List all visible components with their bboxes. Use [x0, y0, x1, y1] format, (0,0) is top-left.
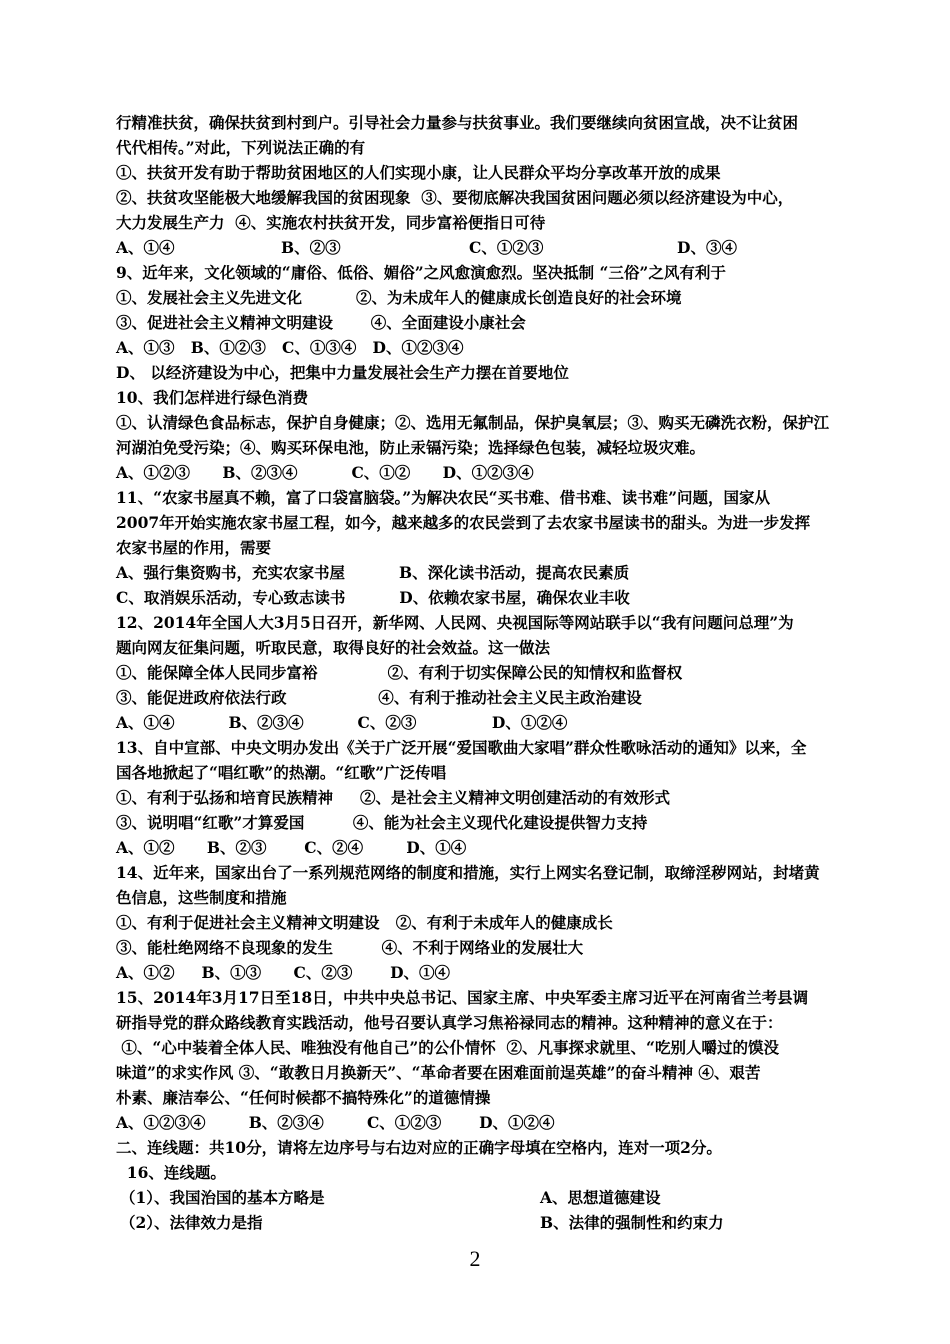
question-stem: 10、我们怎样进行绿色消费: [116, 388, 309, 407]
question-stem: 国各地掀起了“唱红歌”的热潮。“红歌”广泛传唱: [116, 763, 447, 782]
options-line: A、①③ B、①②③ C、①③④ D、①②③④: [116, 338, 464, 357]
statement-line: 河湖泊免受污染；④、购买环保电池，防止汞镉污染；选择绿色包装，减轻垃圾灾难。: [116, 438, 706, 457]
option-c: C、①②③: [469, 238, 544, 257]
question-stem: 12、2014年全国人大3月5日召开，新华网、人民网、央视国际等网站联手以“我有问题问总理”为: [116, 613, 794, 632]
question-stem: 11、“农家书屋真不赖，富了口袋富脑袋。”为解决农民“买书难、借书难、读书难”问题，国家从: [116, 488, 770, 507]
question-stem: 14、近年来，国家出台了一系列规范网络的制度和措施，实行上网实名登记制，取缔淫秽网站，封堵黄: [116, 863, 820, 882]
question-stem: 2007年开始实施农家书屋工程，如今，越来越多的农民尝到了去农家书屋读书的甜头。为进一步发挥: [116, 513, 811, 532]
text-line: ①、扶贫开发有助于帮助贫困地区的人们实现小康，让人民群众平均分享改革开放的成果: [116, 163, 721, 182]
question-stem: 9、近年来，文化领域的“庸俗、低俗、媚俗”之风愈演愈烈。坚决抵制 “三俗”之风有利于: [116, 263, 726, 282]
statement-line: ①、有利于促进社会主义精神文明建设 ②、有利于未成年人的健康成长: [116, 913, 613, 932]
statement-line: ①、能保障全体人民同步富裕 ②、有利于切实保障公民的知情权和监督权: [116, 663, 683, 682]
match-row: [116, 1210, 840, 1235]
option-a: A、①④: [116, 238, 175, 257]
text-line: ②、扶贫攻坚能极大地缓解我国的贫困现象 ③、要彻底解决我国贫困问题必须以经济建设为中心，: [116, 188, 794, 207]
document-body: [116, 110, 840, 1235]
options-line: A、①②③④ B、②③④ C、①②③ D、①②④: [116, 1113, 555, 1132]
question-stem: 研指导党的群众路线教育实践活动，他号召要认真学习焦裕禄同志的精神。这种精神的意义在于：: [116, 1013, 783, 1032]
statement-line: ①、认清绿色食品标志，保护自身健康；②、选用无氟制品，保护臭氧层；③、购买无磷洗衣粉，保护江: [116, 413, 830, 432]
options-line: A、①②③ B、②③④ C、①② D、①②③④: [116, 463, 534, 482]
q8-options: [116, 235, 840, 260]
statement-line: ③、能杜绝网络不良现象的发生 ④、不利于网络业的发展壮大: [116, 938, 584, 957]
statement-line: 朴素、廉洁奉公、“任何时候都不搞特殊化”的道德情操: [116, 1088, 491, 1107]
text-line: 代代相传。”对此，下列说法正确的有: [116, 138, 366, 157]
match-left: （2）、法律效力是指: [120, 1213, 263, 1232]
question-stem: 农家书屋的作用，需要: [116, 538, 272, 557]
question-stem: 题向网友征集问题，听取民意，取得良好的社会效益。这一做法: [116, 638, 551, 657]
match-row: [116, 1185, 840, 1210]
options-line: C、取消娱乐活动，专心致志读书 D、依赖农家书屋，确保农业丰收: [116, 588, 630, 607]
options-line: A、①④ B、②③④ C、②③ D、①②④: [116, 713, 568, 732]
question-stem: 13、自中宣部、中央文明办发出《关于广泛开展“爱国歌曲大家唱”群众性歌咏活动的通知》以来，全: [116, 738, 807, 757]
match-left: （1）、我国治国的基本方略是: [120, 1188, 325, 1207]
statement-line: ③、说明唱“红歌”才算爱国 ④、能为社会主义现代化建设提供智力支持: [116, 813, 648, 832]
options-line: A、①② B、②③ C、②④ D、①④: [116, 838, 467, 857]
question-stem: 16、连线题。: [116, 1163, 226, 1182]
text-line: 行精准扶贫，确保扶贫到村到户。引导社会力量参与扶贫事业。我们要继续向贫困宣战，决不让贫困: [116, 113, 799, 132]
option-b: B、②③: [281, 238, 341, 257]
statement-line: ①、发展社会主义先进文化 ②、为未成年人的健康成长创造良好的社会环境: [116, 288, 682, 307]
statement-line: ①、“心中装着全体人民、唯独没有他自己”的公仆情怀 ②、凡事探求就里、“吃别人嚼过的馍没: [116, 1038, 779, 1057]
match-right: A、思想道德建设: [540, 1188, 661, 1207]
options-line: A、强行集资购书，充实农家书屋 B、深化读书活动，提高农民素质: [116, 563, 630, 582]
text-line: 大力发展生产力 ④、实施农村扶贫开发，同步富裕便指日可待: [116, 213, 546, 232]
statement-line: ③、能促进政府依法行政 ④、有利于推动社会主义民主政治建设: [116, 688, 642, 707]
match-right: B、法律的强制性和约束力: [540, 1213, 724, 1232]
question-stem: 15、2014年3月17日至18日，中共中央总书记、国家主席、中央军委主席习近平在河南省兰考县调: [116, 988, 809, 1007]
text-line: D、 以经济建设为中心，把集中力量发展社会生产力摆在首要地位: [116, 363, 569, 382]
question-stem: 色信息，这些制度和措施: [116, 888, 287, 907]
statement-line: 味道”的求实作风 ③、“敢教日月换新天”、“革命者要在困难面前逞英雄”的奋斗精神 ④、艰苦: [116, 1063, 761, 1082]
section-heading: 二、连线题：共10分，请将左边序号与右边对应的正确字母填在空格内，连对一项2分。: [116, 1138, 722, 1157]
page-number: 2: [469, 1246, 481, 1271]
option-d: D、③④: [677, 238, 737, 257]
statement-line: ①、有利于弘扬和培育民族精神 ②、是社会主义精神文明创建活动的有效形式: [116, 788, 670, 807]
options-line: A、①② B、①③ C、②③ D、①④: [116, 963, 451, 982]
statement-line: ③、促进社会主义精神文明建设 ④、全面建设小康社会: [116, 313, 526, 332]
